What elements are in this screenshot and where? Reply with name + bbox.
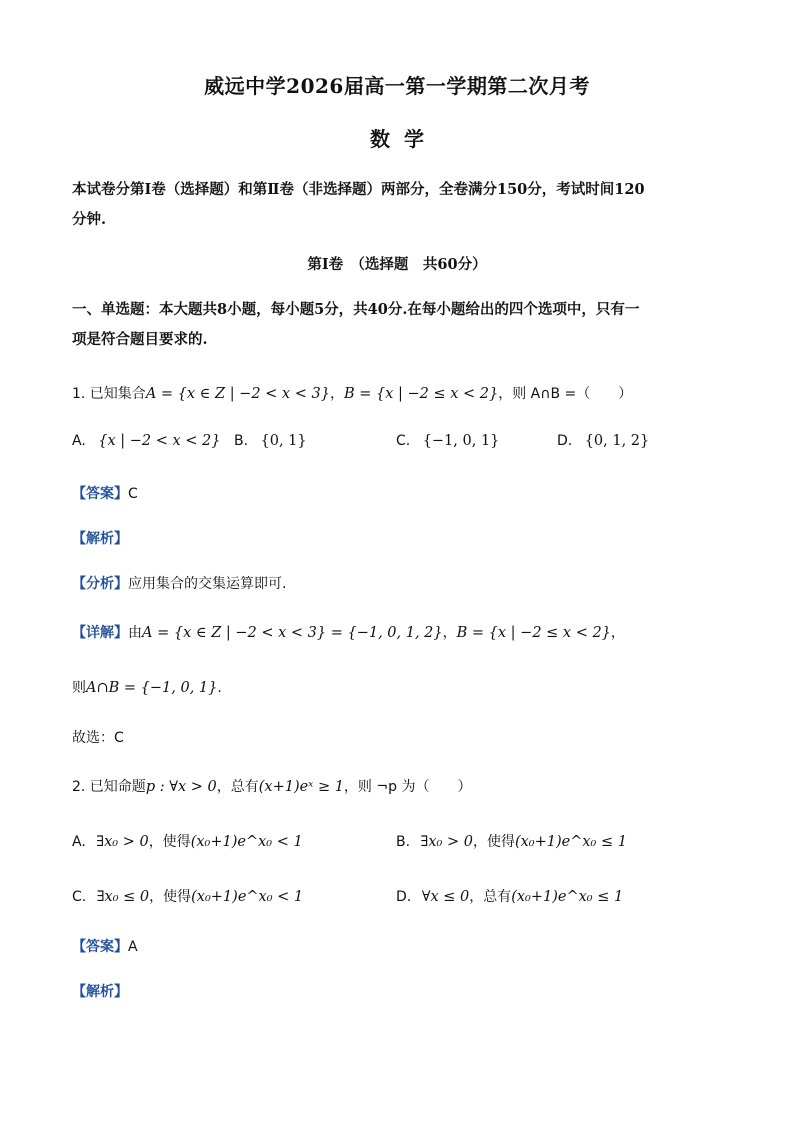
option-label: D. [557, 433, 573, 449]
q2-end: ，则 ¬p 为（ ） [343, 779, 472, 795]
q2-option-c [72, 886, 303, 906]
q2-p-expr: p : ∀x > 0 [145, 779, 217, 795]
option-label: B. [234, 433, 249, 449]
q2-option-b [396, 831, 627, 851]
q1-fenxi [72, 573, 286, 593]
option-expr: (x₀+1)e^x₀ < 1 [191, 889, 304, 905]
part-instructions-line-1: 一、单选题：本大题共8小题，每小题5分，共40分.在每小题给出的四个选项中，只有一 [72, 301, 640, 318]
detail-text: 由 [128, 625, 142, 641]
option-label: D. [396, 889, 412, 905]
q1-choose: 故选：C [72, 730, 124, 746]
part-instructions-line-2: 项是符合题目要求的. [72, 331, 208, 348]
q1-option-a [72, 433, 220, 449]
q2-option-d [396, 886, 623, 906]
q1-option-c [396, 433, 499, 449]
option-quantifier: ∃x₀ > 0 [96, 834, 149, 850]
detail-set-a: A = {x ∈ Z | −2 < x < 3} = {−1, 0, 1, 2} [142, 625, 443, 641]
q1-prefix: 1. 已知集合 [72, 386, 146, 402]
option-text: ，总有 [469, 889, 512, 905]
option-label: B. [396, 834, 411, 850]
detail-sep: ， [442, 625, 457, 641]
q2-analysis-tag: 【解析】 [72, 984, 128, 1000]
option-text: ，使得 [148, 834, 191, 850]
option-label: A. [72, 834, 86, 850]
intro-line-1: 本试卷分第Ⅰ卷（选择题）和第Ⅱ卷（非选择题）两部分，全卷满分150分，考试时间120 [72, 181, 645, 198]
answer-value: A [128, 939, 138, 955]
option-value: {−1, 0, 1} [422, 433, 500, 449]
detail-set-b: B = {x | −2 ≤ x < 2} [456, 625, 611, 641]
q1-answer [72, 483, 138, 503]
subject-title: 数学 [370, 127, 438, 151]
option-label: C. [72, 889, 87, 905]
q1-suffix: ，则 A∩B =（ ） [498, 386, 633, 402]
q1-set-b: B = {x | −2 ≤ x < 2} [343, 386, 499, 402]
detail-end: ， [610, 625, 625, 641]
option-quantifier: ∃x₀ ≤ 0 [96, 889, 150, 905]
option-quantifier: ∀x ≤ 0 [421, 889, 470, 905]
option-label: C. [396, 433, 411, 449]
option-label: A. [72, 433, 86, 449]
section-heading: 第Ⅰ卷 （选择题 共60分） [307, 256, 487, 273]
q1-option-d [557, 433, 649, 449]
fenxi-tag: 【分析】 [72, 576, 128, 592]
q1-set-a: A = {x ∈ Z | −2 < x < 3} [145, 386, 330, 402]
option-expr: (x₀+1)e^x₀ ≤ 1 [511, 889, 624, 905]
result-end: . [217, 680, 222, 696]
q2-answer [72, 936, 138, 956]
q1-comma: ， [329, 386, 344, 402]
q2-condition: (x+1)eˣ ≥ 1 [258, 779, 344, 795]
result-prefix: 则 [72, 680, 86, 696]
detail-tag: 【详解】 [72, 625, 128, 641]
option-text: ，使得 [472, 834, 515, 850]
q1-option-b [234, 433, 307, 449]
option-text: ，使得 [149, 889, 192, 905]
question-2-stem [72, 776, 471, 796]
q2-option-a [72, 831, 303, 851]
answer-tag: 【答案】 [72, 486, 128, 502]
option-expr: (x₀+1)e^x₀ ≤ 1 [514, 834, 627, 850]
question-1-stem [72, 383, 632, 403]
option-expr: (x₀+1)e^x₀ < 1 [190, 834, 303, 850]
fenxi-text: 应用集合的交集运算即可. [128, 576, 287, 592]
option-quantifier: ∃x₀ > 0 [420, 834, 473, 850]
q1-result [72, 677, 222, 697]
intro-line-2: 分钟. [72, 211, 107, 228]
option-value: {x | −2 < x < 2} [98, 433, 221, 449]
option-value: {0, 1} [260, 433, 307, 449]
q2-prefix: 2. 已知命题 [72, 779, 146, 795]
page-title: 威远中学2026届高一第一学期第二次月考 [204, 74, 590, 98]
q1-analysis-tag: 【解析】 [72, 531, 128, 547]
result-expr: A∩B = {−1, 0, 1} [86, 680, 218, 696]
q2-mid: ，总有 [216, 779, 259, 795]
answer-tag: 【答案】 [72, 939, 128, 955]
q1-detail [72, 622, 625, 642]
option-value: {0, 1, 2} [584, 433, 650, 449]
answer-value: C [128, 486, 138, 502]
